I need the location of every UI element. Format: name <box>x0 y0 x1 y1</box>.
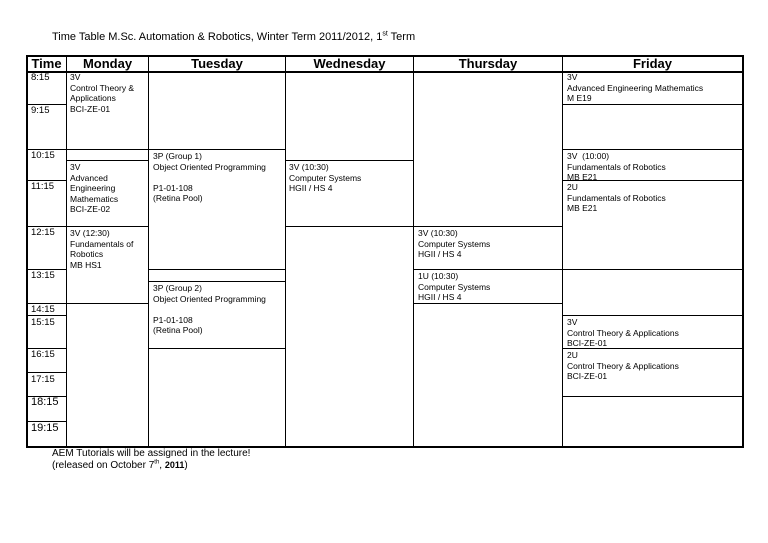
page-title: Time Table M.Sc. Automation & Robotics, Winter Term 2011/2012, 1st Term <box>52 30 416 43</box>
time-label: 12:15 <box>31 227 55 238</box>
time-label: 11:15 <box>31 181 55 192</box>
course-entry: 3V (10:30) Computer Systems HGII / HS 4 <box>418 228 491 259</box>
course-entry: 3V Control Theory & Applications BCI-ZE-01 <box>70 72 135 114</box>
header-thursday: Thursday <box>458 56 518 71</box>
header-tuesday: Tuesday <box>191 56 243 71</box>
time-label: 18:15 <box>31 396 59 408</box>
table-border-right <box>742 55 744 448</box>
header-monday: Monday <box>82 56 133 71</box>
course-entry: 3V Control Theory & Applications BCI-ZE-01 <box>567 317 679 348</box>
course-entry: 1U (10:30) Computer Systems HGII / HS 4 <box>418 271 491 302</box>
time-label: 8:15 <box>31 72 50 83</box>
header-time: Time <box>31 56 62 71</box>
column-divider <box>562 55 563 448</box>
column-divider <box>66 55 67 448</box>
course-entry: 3V Advanced Engineering Mathematics M E19 <box>567 72 704 103</box>
footer-release: (released on October 7th, 2011) <box>52 459 188 471</box>
time-label: 9:15 <box>31 105 50 116</box>
table-border-left <box>26 55 28 448</box>
course-entry: 3P (Group 1) Object Oriented Programming P1-01-108 (Retina Pool) <box>153 151 266 203</box>
header-wednesday: Wednesday <box>313 56 386 71</box>
course-entry: 3V (12:30) Fundamentals of Robotics MB HS1 <box>70 228 134 270</box>
course-entry: 2U Control Theory & Applications BCI-ZE-01 <box>567 350 679 381</box>
course-entry: 3V (10:30) Computer Systems HGII / HS 4 <box>289 162 362 193</box>
time-label: 15:15 <box>31 317 55 328</box>
header-friday: Friday <box>632 56 672 71</box>
column-divider <box>413 55 414 448</box>
time-label: 17:15 <box>31 374 55 385</box>
time-label: 19:15 <box>31 422 59 434</box>
time-label: 14:15 <box>31 304 55 315</box>
course-entry: 2U Fundamentals of Robotics MB E21 <box>567 182 666 213</box>
course-entry: 3V (10:00) Fundamentals of Robotics MB E21 <box>567 151 666 182</box>
time-label: 16:15 <box>31 349 55 360</box>
course-entry: 3V Advanced Engineering Mathematics BCI-ZE-02 <box>70 162 119 214</box>
time-label: 13:15 <box>31 270 55 281</box>
course-entry: 3P (Group 2) Object Oriented Programming P1-01-108 (Retina Pool) <box>153 283 266 335</box>
column-divider <box>285 55 286 448</box>
column-divider <box>148 55 149 448</box>
footer-note: AEM Tutorials will be assigned in the lecture! <box>52 448 251 459</box>
time-label: 10:15 <box>31 150 55 161</box>
